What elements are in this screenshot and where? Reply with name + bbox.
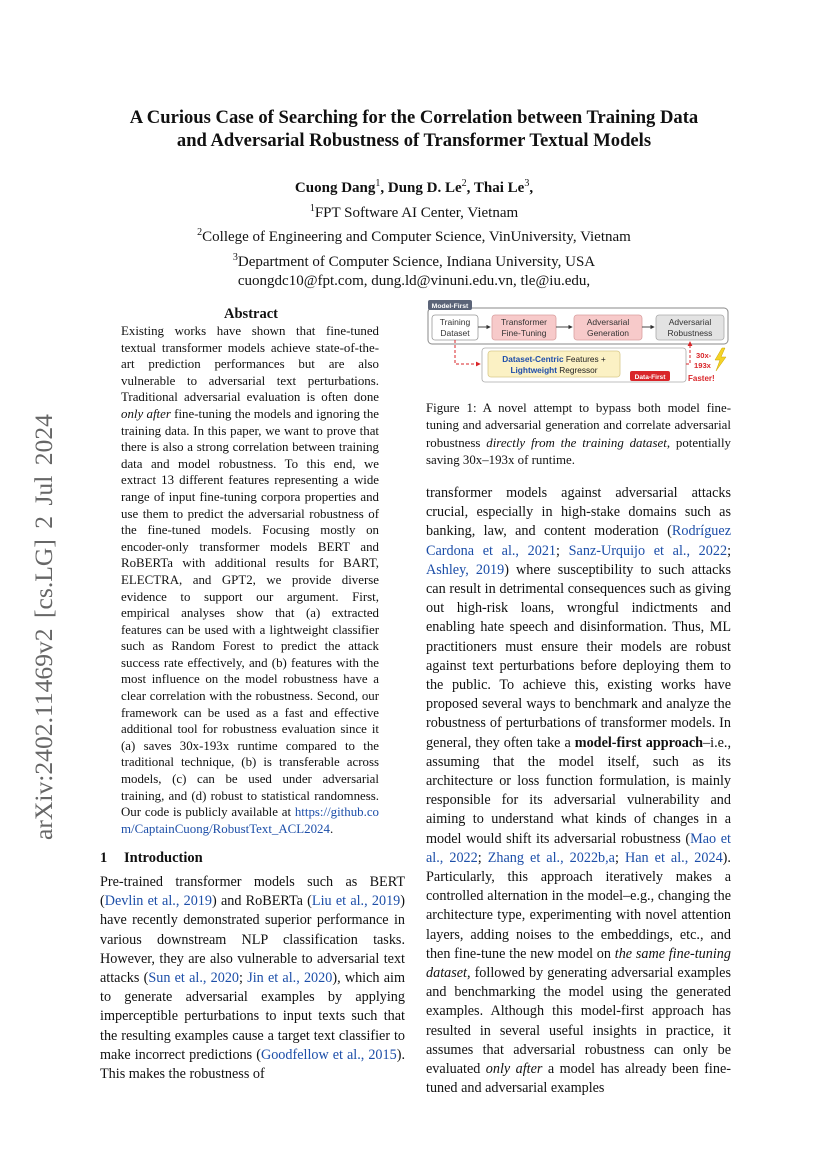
abstract-text: Existing works have shown that fine-tuned textual transformer models achieve state-of-the-art prediction performances but are also vulnerable to adversarial text perturbations. Traditional adversarial evaluation is often done [121, 324, 379, 405]
citation-link[interactable]: Ashley, 2019 [426, 561, 505, 578]
body-text: ), which aim to generate adversarial examples by applying imperceptible perturbations to input texts such that the resulting examples cause a target text classifier to make incorrect predictions ( [100, 970, 405, 1063]
body-text: ). This makes the robustness of [100, 1046, 405, 1083]
affiliation-1 [90, 199, 738, 224]
data-first-tag: Data-First [634, 374, 666, 381]
author-3-sup: 3 [524, 178, 530, 189]
title-line-1: A Curious Case of Searching for the Correlation between Training Data [129, 107, 699, 128]
speedup-line-1: 30x- [696, 351, 712, 360]
right-column-paragraph [426, 484, 731, 1099]
citation-link[interactable]: Han et al., 2024 [624, 849, 723, 866]
intro-paragraph [100, 873, 405, 1084]
adv-generation-label-1: Adversarial [586, 317, 630, 327]
adv-robustness-label-2: Robustness [667, 328, 713, 338]
features-word: Features + [563, 354, 606, 364]
affiliation-1-sup: 1 [309, 202, 315, 214]
affiliation-3-sup: 3 [232, 251, 238, 263]
speedup-line-2: 193x [694, 361, 711, 370]
affiliation-1-text: FPT Software AI Center, Vietnam [314, 204, 519, 221]
author-block [90, 174, 738, 292]
body-text: ; [477, 849, 488, 866]
citation-link[interactable]: Sanz-Urquijo et al., 2022 [568, 542, 728, 559]
citation-link[interactable]: Jin et al., 2020 [247, 970, 333, 987]
affiliation-2 [90, 223, 738, 248]
author-1-sup: 1 [375, 178, 381, 189]
body-text: transformer models against adversarial attacks crucial, especially in high-stake domains such as banking, law, and content moderation ( [426, 485, 731, 540]
code-link[interactable]: https://github.com/CaptainCuong/RobustText_ACL2024 [121, 805, 379, 836]
regressor-word: Regressor [556, 365, 598, 375]
body-text: ; [556, 542, 569, 559]
citation-link[interactable]: Zhang et al., 2022b,a [487, 849, 615, 866]
lightning-icon [715, 348, 726, 371]
emphasis-text: the same fine-tuning dataset [426, 945, 731, 982]
data-first-path-out [686, 342, 690, 364]
section-number: 1 [100, 850, 108, 866]
body-text: ) where susceptibility to such attacks can result in detrimental consequences such as giving out high-risk loans, wrongful indictments and enabling hate speech and disinformation. Thus, ML practitioners must ensure their models are robust against text perturbations before deploying them to the public. To achieve this, existing works have proposed several ways to benchmark and analyze the robustness of perturbations of transformer models. In general, they often take a [426, 561, 731, 751]
training-dataset-label-2: Dataset [440, 328, 470, 338]
abstract-heading: Abstract [224, 306, 278, 322]
figure-1-caption [426, 400, 731, 469]
body-text: Pre-trained transformer models such as BERT ( [100, 874, 405, 910]
affiliation-3 [90, 248, 738, 273]
lightweight-word: Lightweight [510, 365, 557, 375]
data-centric-line-1 [502, 354, 606, 364]
citation-link[interactable]: Devlin et al., 2019 [104, 893, 212, 910]
adv-robustness-label-1: Adversarial [668, 317, 712, 327]
caption-emphasis: directly from the training dataset [486, 435, 667, 450]
author-2-sup: 2 [461, 178, 467, 189]
body-text: ; [239, 970, 248, 987]
author-3: Thai Le [473, 180, 525, 196]
citation-link[interactable]: Goodfellow et al., 2015 [260, 1046, 397, 1063]
citation-link[interactable]: Mao et al., 2022 [426, 830, 731, 866]
author-2: Dung D. Le [387, 180, 462, 196]
model-first-tag: Model-First [431, 303, 469, 310]
affiliation-2-sup: 2 [197, 227, 203, 239]
body-text: a model has already been fine-tuned and adversarial examples [426, 1061, 731, 1097]
affiliation-2-text: College of Engineering and Computer Science, VinUniversity, Vietnam [202, 229, 631, 246]
author-1: Cuong Dang [294, 180, 376, 196]
title-line-2: and Adversarial Robustness of Transformer Textual Models [176, 130, 652, 151]
adv-generation-label-2: Generation [586, 328, 630, 338]
abstract-body [121, 323, 379, 837]
training-dataset-label-1: Training [439, 317, 471, 327]
faster-label: Faster! [688, 374, 715, 383]
section-title: Introduction [124, 850, 203, 866]
section-heading-introduction [100, 850, 405, 867]
figure-1-diagram [426, 300, 731, 388]
dataset-centric-word: Dataset-Centric [502, 354, 564, 364]
affiliation-3-text: Department of Computer Science, Indiana University, USA [237, 253, 596, 270]
citation-link[interactable]: Sun et al., 2020 [148, 970, 240, 987]
author-emails: cuongdc10@fpt.com, dung.ld@vinuni.edu.vn, tle@iu.edu, [237, 273, 591, 290]
body-text: ; [727, 542, 732, 559]
author-sep: , [466, 180, 474, 196]
author-names [90, 174, 738, 199]
body-text: ; [614, 849, 625, 866]
bold-term: model-first approach [574, 734, 704, 751]
author-tail: , [529, 180, 534, 196]
body-text: , followed by generating adversarial examples and benchmarking the model using the generated examples. Although this model-first approach has resulted in several useful insights in practice, it assumes that adversarial robustness can only be evaluated [426, 965, 731, 1078]
citation-link[interactable]: Rodríguez Cardona et al., 2021 [426, 523, 731, 559]
caption-text: , potentially saving 30x–193x of runtime. [426, 435, 732, 467]
fine-tuning-label-1: Transformer [501, 317, 547, 327]
abstract-text: . [329, 821, 334, 836]
citation-link[interactable]: Liu et al., 2019 [311, 893, 401, 910]
author-sep: , [380, 180, 388, 196]
paper-title [60, 106, 768, 152]
abstract-text: fine-tuning the models and ignoring the training data. In this paper, we want to prove that there is also a strong correlation between training data and model robustness. To this end, we extract 13 different features representing a wide range of input fine-tuning corpora properties and use them to predict the adversarial robustness of the fine-tuned models. Focusing mostly on encoder-only transformer models BERT and RoBERTa with additional results for BART, ELECTRA, and GPT2, we provide diverse evidence to support our argument. First, empirical analyses show that (a) extracted features can be used with a lightweight classifier such as Random Forest to predict the attack success rate effectively, and (b) features with the most influence on the model robustness have a clear correlation with the robustness. Second, our framework can be used as a fast and effective additional tool for robustness evaluation since it (a) saves 30x-193x runtime compared to the traditional technique, (b) is transferable across models, (c) can be used under adversarial training, and (d) robust to statistical randomness. Our code is publicly available at [121, 406, 379, 820]
caption-text: Figure 1: A novel attempt to bypass both model fine-tuning and adversarial generation and correlate adversarial robustness [426, 401, 731, 450]
data-centric-line-2 [510, 365, 597, 375]
body-text: ) and RoBERTa ( [212, 893, 312, 910]
fine-tuning-label-2: Fine-Tuning [501, 328, 547, 338]
arxiv-identifier: arXiv:2402.11469v2 [cs.LG] 2 Jul 2024 [29, 414, 58, 840]
abstract-emphasis: only after [121, 406, 171, 421]
body-text: ). Particularly, this approach iteratively makes a controlled alternation in the model–e.g., changing the architecture type, experimenting with novel attention layers, adding noises to the embeddings, etc., and then fine-tune the new model on [426, 849, 731, 962]
body-text: –i.e., assuming that the model itself, such as its architecture or loss function formulation, is mainly responsible for its adversarial vulnerability and aiming to understand what kinds of changes in a model would shift its adversarial robustness ( [426, 734, 732, 847]
body-text: ) have recently demonstrated superior performance in various downstream NLP classification tasks. However, they are also vulnerable to adversarial text attacks ( [100, 893, 405, 987]
emphasis-text: only after [485, 1061, 543, 1078]
